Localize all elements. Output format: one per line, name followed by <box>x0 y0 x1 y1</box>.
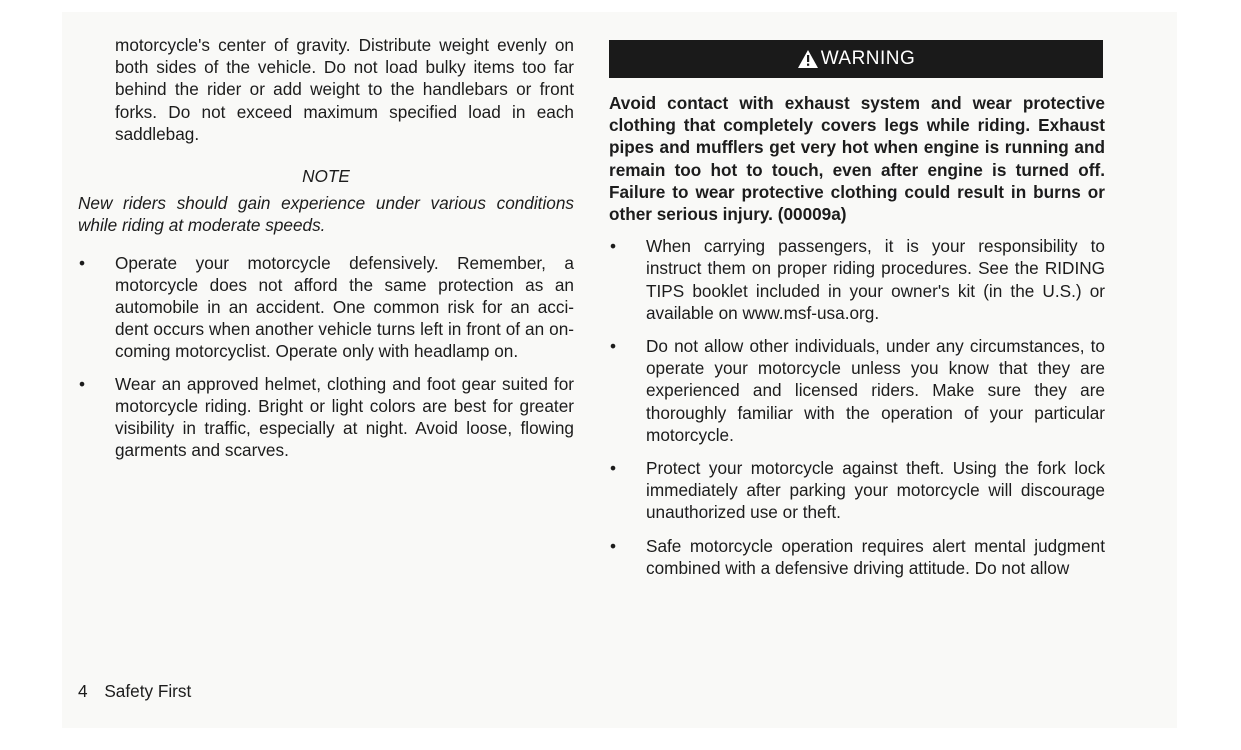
list-item <box>78 373 574 462</box>
list-item-text: Safe motorcycle operation requires alert mental judgment combined with a defensive driving attitude. Do not allow <box>646 535 1105 578</box>
section-title: Safety First <box>104 681 192 701</box>
bullet-icon: • <box>610 535 617 556</box>
right-column <box>609 40 1105 579</box>
warning-label: WARNING <box>820 47 916 69</box>
list-item-text: Wear an approved helmet, clothing and foot gear suited for motorcycle riding. Bright or light colors are best for greater visibility in traffic, especially at night. Avoid loose, flowing garments and scarves. <box>115 373 574 461</box>
list-item-text: Protect your motorcycle against theft. Using the fork lock immediately after parking your motorcycle will discourage unauthorized use or theft. <box>646 458 1105 523</box>
list-item <box>609 535 1105 579</box>
warning-text: Avoid contact with exhaust system and wear protective clothing that completely covers legs while riding. Exhaust pipes and mufflers get very hot when engine is running and remain too hot to touch, even after engine is turned off. Failure to wear protective clothing could result in burns or other serious injury. (00009a) <box>609 93 1105 225</box>
bullet-icon: • <box>610 336 617 357</box>
continued-paragraph: motorcycle's center of gravity. Distribute weight evenly on both sides of the vehicle. Do not load bulky items too far behind the rider or add weight to the handlebars or front forks. Do not exceed maximum specified load in each saddlebag. <box>115 35 574 144</box>
list-item-text: Operate your motorcycle defensively. Remember, a motorcycle does not afford the same protection as an automobile in an accident. One common risk for an acci-dent occurs when another vehicle turns left in front of an on-coming motorcyclist. Operate only with headlamp on. <box>115 252 574 362</box>
page-number: 4 <box>78 681 88 701</box>
list-item <box>609 457 1105 524</box>
list-item <box>78 252 574 363</box>
list-item <box>609 235 1105 324</box>
warning-banner <box>609 40 1103 78</box>
note-heading: NOTE <box>302 166 350 187</box>
list-item-text: Do not allow other individuals, under any circumstances, to operate your motorcycle unless you know that they are experienced and licensed riders. Make sure they are thoroughly familiar with the operation of your particular motorcycle. <box>646 336 1105 445</box>
page-footer <box>78 681 191 702</box>
list-item-text: When carrying passengers, it is your responsibility to instruct them on proper riding procedures. See the RIDING TIPS booklet included in your owner's kit (in the U.S.) or available on www.msf-usa.org. <box>646 236 1105 323</box>
bullet-icon: • <box>79 373 86 394</box>
bullet-icon: • <box>79 252 86 273</box>
left-bullet-list <box>78 252 574 462</box>
right-bullet-list <box>609 235 1105 579</box>
warning-triangle-icon <box>797 49 819 69</box>
manual-page <box>62 12 1177 728</box>
left-column <box>78 34 574 461</box>
note-text: New riders should gain experience under various conditions while riding at moderate speeds. <box>78 193 574 236</box>
bullet-icon: • <box>610 236 617 257</box>
list-item <box>609 335 1105 446</box>
bullet-icon: • <box>610 458 617 479</box>
